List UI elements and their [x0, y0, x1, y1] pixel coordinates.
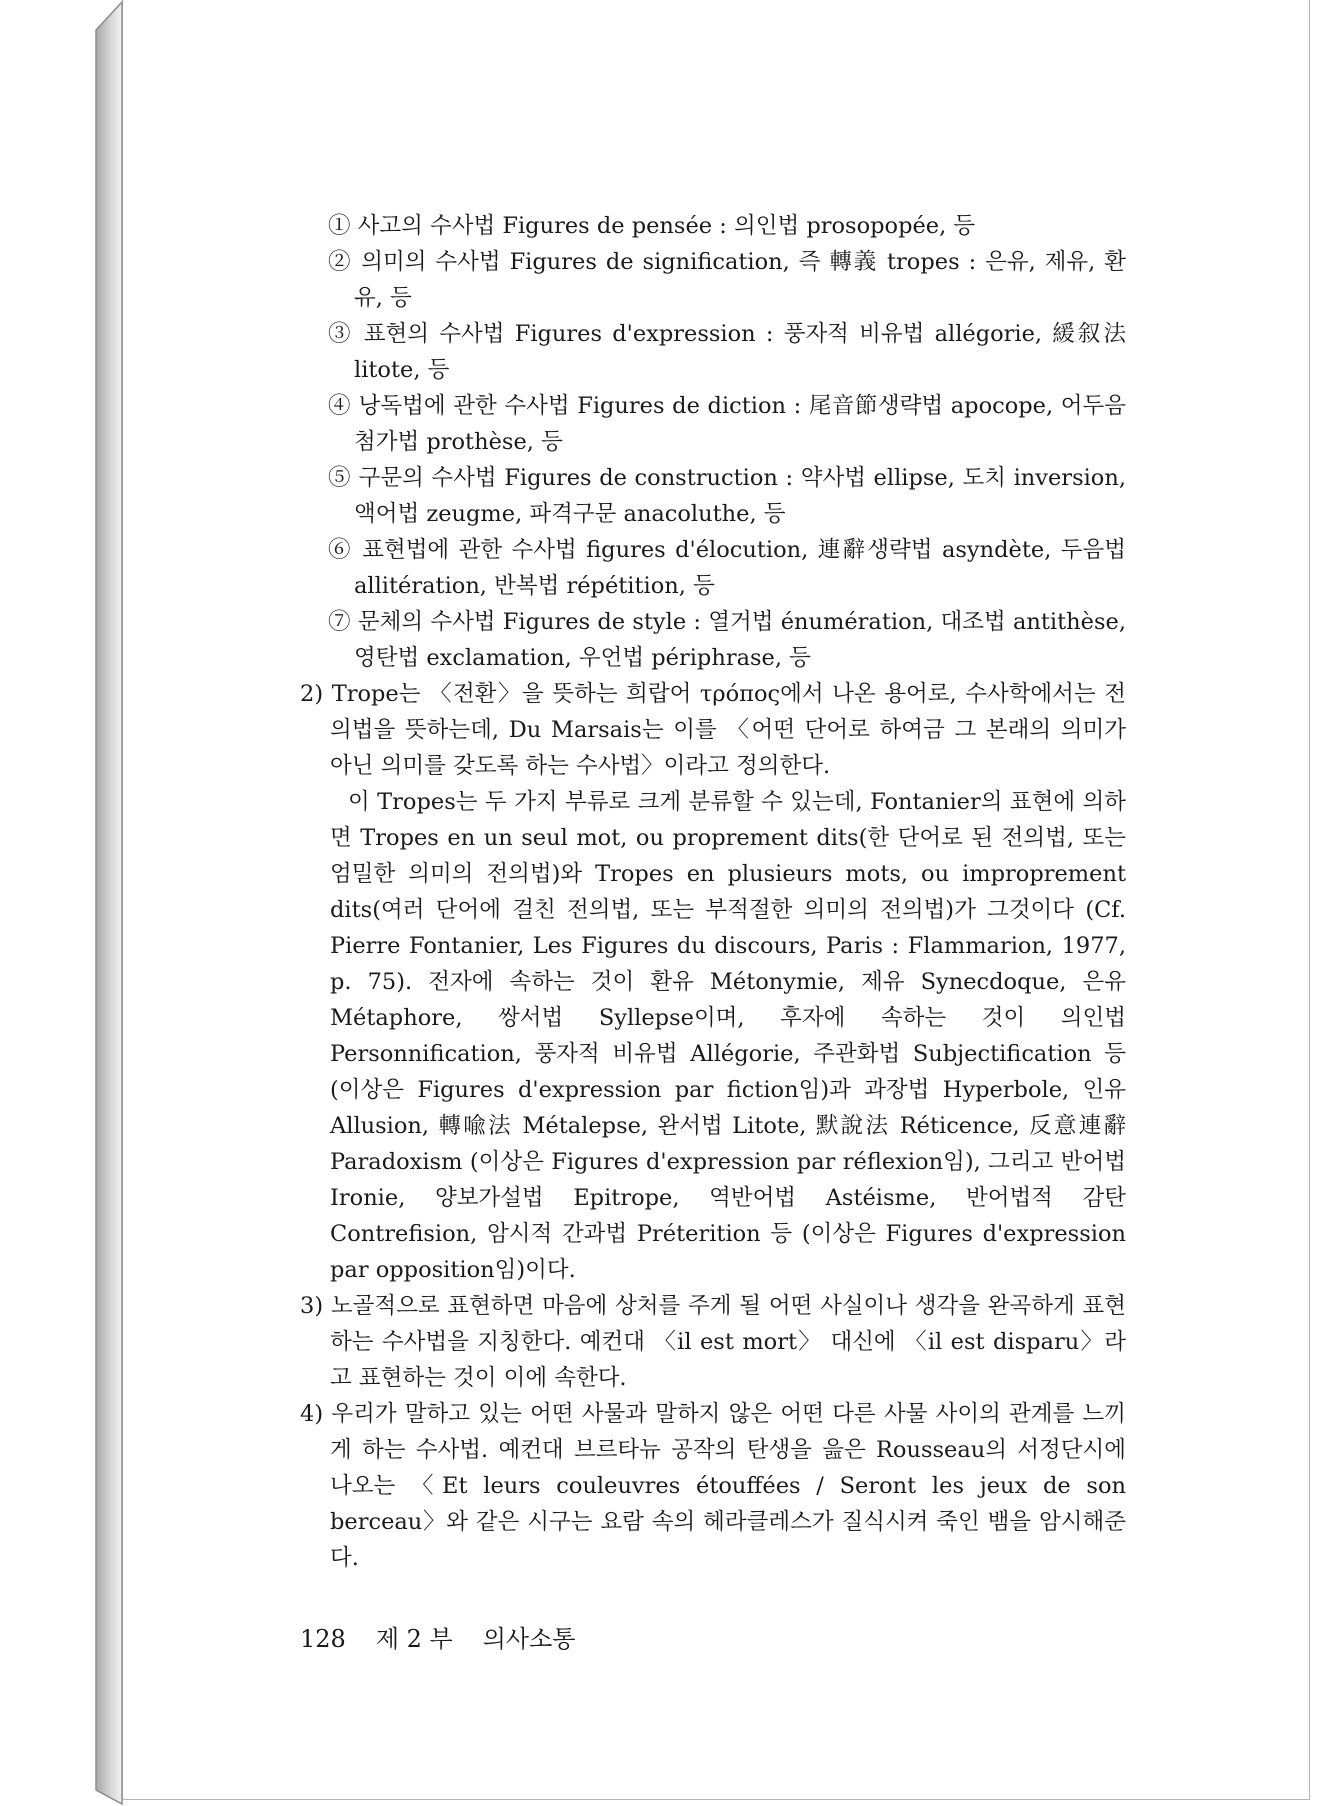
- page-footer: [300, 1624, 605, 1654]
- part-label: 제 2 부: [375, 1625, 453, 1653]
- footnote-2-paragraph: 이 Tropes는 두 가지 부류로 크게 분류할 수 있는데, Fontanier의 표현에 의하면 Tropes en un seul mot, ou proprement dits(한 단어로 된 전의법, 또는 엄밀한 의미의 전의법)와 Tropes en plusieurs mots, ou improprement dits(여러 단어에 걸친 전의법, 또는 부적절한 의미의 전의법)가 그것이다 (Cf. Pierre Fontanier, Les Figures du discours, Paris : Flammarion, 1977, p. 75). 전자에 속하는 것이 환유 Métonymie, 제유 Synecdoque, 은유 Métaphore, 쌍서법 Syllepse이며, 후자에 속하는 것이 의인법 Personnification, 풍자적 비유법 Allégorie, 주관화법 Subjectification 등 (이상은 Figures d'expression par fiction임)과 과장법 Hyperbole, 인유 Allusion, 轉喩法 Métalepse, 완서법 Litote, 默說法 Réticence, 反意連辭 Paradoxism (이상은 Figures d'expression par réflexion임), 그리고 반어법 Ironie, 양보가설법 Epitrope, 역반어법 Astéisme, 반어법적 감탄 Contrefision, 암시적 간과법 Préterition 등 (이상은 Figures d'expression par opposition임)이다.: [330, 789, 1126, 1283]
- page-body: [300, 208, 1126, 1576]
- list-item: ⑦ 문체의 수사법 Figures de style : 열거법 énumération, 대조법 antithèse, 영탄법 exclamation, 우언법 périphrase, 등: [328, 609, 1126, 671]
- part-title: 의사소통: [482, 1625, 576, 1653]
- page-number: 128: [300, 1625, 346, 1653]
- list-item: ⑥ 표현법에 관한 수사법 figures d'élocution, 連辭생략법 asyndète, 두음법 allitération, 반복법 répétition, 등: [328, 537, 1126, 599]
- list-item: ① 사고의 수사법 Figures de pensée : 의인법 prosopopée, 등: [328, 213, 976, 239]
- footnote-4: 4) 우리가 말하고 있는 어떤 사물과 말하지 않은 어떤 다른 사물 사이의 관계를 느끼게 하는 수사법. 예컨대 브르타뉴 공작의 탄생을 읊은 Rousseau의 서정단시에 나오는 〈Et leurs couleuvres étouffées / Seront les jeux de son berceau〉와 같은 시구는 요람 속의 헤라클레스가 질식시켜 죽인 뱀을 암시해준다.: [300, 1401, 1126, 1571]
- list-item: ③ 표현의 수사법 Figures d'expression : 풍자적 비유법 allégorie, 緩叙法 litote, 등: [328, 321, 1126, 383]
- footnote-2: 2) Trope는 〈전환〉을 뜻하는 희랍어 τρόπος에서 나온 용어로, 수사학에서는 전의법을 뜻하는데, Du Marsais는 이를 〈어떤 단어로 하여금 그 본래의 의미가 아닌 의미를 갖도록 하는 수사법〉이라고 정의한다.: [300, 681, 1126, 779]
- list-item: ⑤ 구문의 수사법 Figures de construction : 약사법 ellipse, 도치 inversion, 액어법 zeugme, 파격구문 anacoluthe, 등: [328, 465, 1126, 527]
- list-item: ② 의미의 수사법 Figures de signification, 즉 轉義 tropes : 은유, 제유, 환유, 등: [328, 249, 1126, 311]
- book-edge: [0, 0, 130, 1806]
- footnote-3: 3) 노골적으로 표현하면 마음에 상처를 주게 될 어떤 사실이나 생각을 완곡하게 표현하는 수사법을 지칭한다. 예컨대 〈il est mort〉 대신에 〈il est disparu〉라고 표현하는 것이 이에 속한다.: [300, 1293, 1126, 1391]
- list-item: ④ 낭독법에 관한 수사법 Figures de diction : 尾音節생략법 apocope, 어두음 첨가법 prothèse, 등: [328, 393, 1126, 455]
